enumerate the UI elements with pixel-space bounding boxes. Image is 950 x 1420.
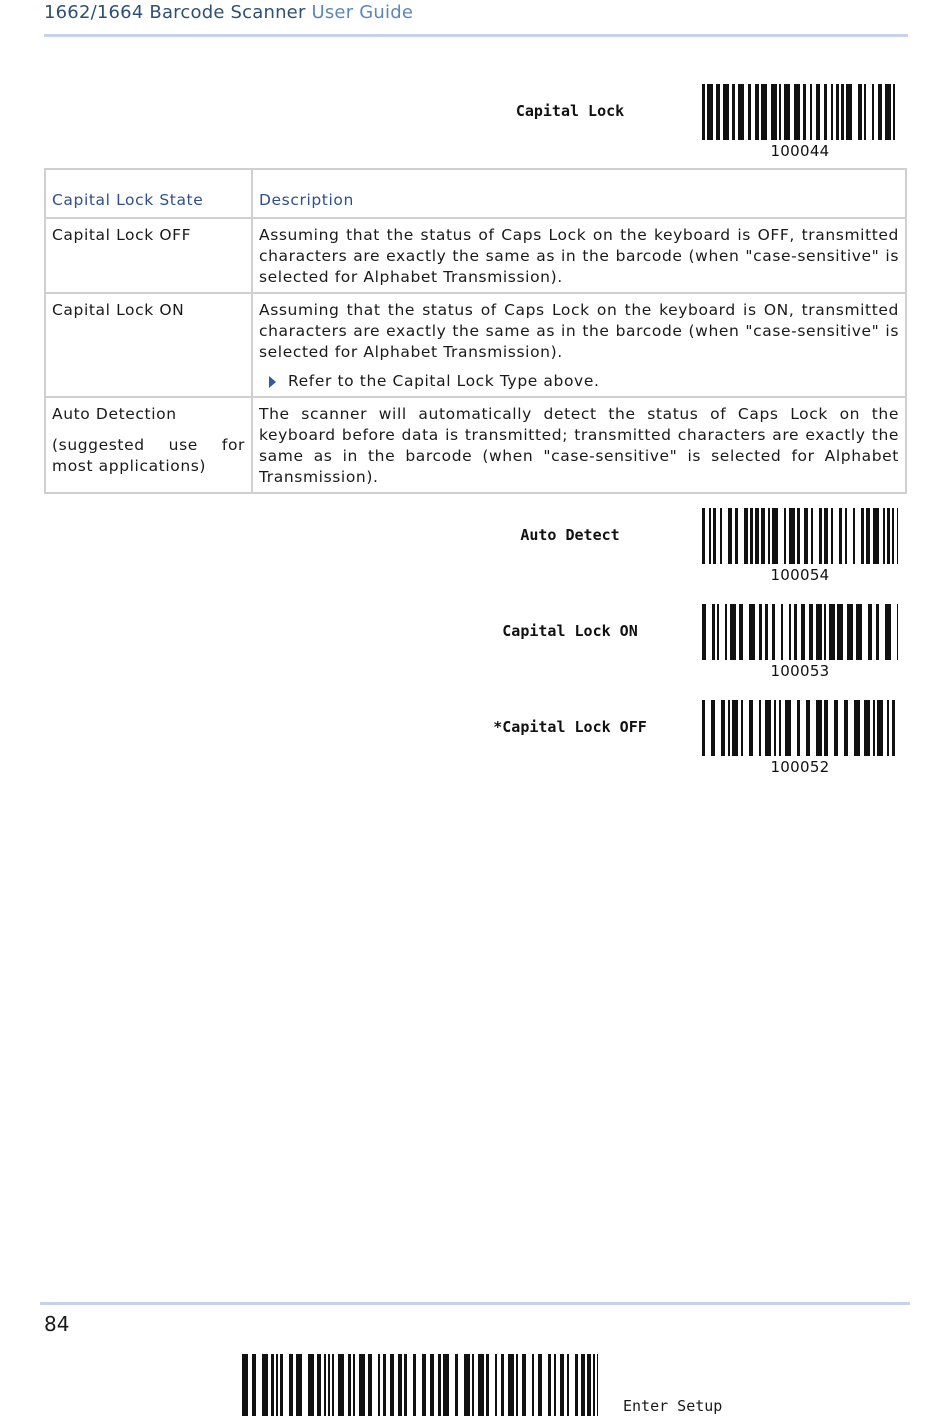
- description-cell: [252, 218, 906, 293]
- barcode-bar: [809, 604, 813, 660]
- barcode-bar: [398, 1354, 402, 1416]
- barcode-bar: [567, 1354, 569, 1416]
- barcode-bar: [797, 508, 800, 564]
- barcode-bar: [548, 1354, 551, 1416]
- header-subtitle: User Guide: [311, 2, 414, 23]
- barcode-bar: [847, 604, 853, 660]
- barcode-bar: [836, 84, 839, 140]
- barcode-bar: [829, 604, 835, 660]
- barcode-bar: [868, 604, 872, 660]
- barcode-bar: [430, 1354, 434, 1416]
- barcode-bar: [738, 84, 744, 140]
- page-number: 84: [44, 1312, 70, 1336]
- barcode-bar: [711, 700, 715, 756]
- barcode-bar: [846, 84, 852, 140]
- barcode-bar: [831, 84, 833, 140]
- barcode-bar: [404, 1354, 407, 1416]
- barcode-bar: [324, 1354, 326, 1416]
- barcode-bar: [317, 1354, 321, 1416]
- barcode-bar: [845, 508, 847, 564]
- barcode-bar: [883, 508, 885, 564]
- barcode-bar: [878, 84, 882, 140]
- table-row: [45, 218, 906, 293]
- barcode-bar: [824, 84, 827, 140]
- barcode-bar: [876, 604, 879, 660]
- barcode-bar: [897, 604, 898, 660]
- barcode-bar: [816, 84, 820, 140]
- barcode-bar: [853, 508, 855, 564]
- barcode-bar: [873, 700, 875, 756]
- barcode-bar: [516, 1354, 518, 1416]
- barcode-bar: [368, 1354, 372, 1416]
- barcode-bar: [532, 1354, 534, 1416]
- barcode-bar: [858, 84, 862, 140]
- barcode-bar: [242, 1354, 248, 1416]
- barcode-bar: [761, 508, 765, 564]
- description-text: Assuming that the status of Caps Lock on the keyboard is OFF, transmitted characters are exactly the same as in the barcode (when "case-sensitive" is selected for Alphabet Transmission).: [259, 226, 899, 286]
- barcode-bar: [748, 84, 751, 140]
- barcode-bar: [856, 604, 862, 660]
- barcode-bar: [716, 84, 720, 140]
- barcode-bar: [709, 508, 711, 564]
- barcode-bar: [538, 1354, 542, 1416]
- barcode-bar: [749, 604, 755, 660]
- barcode-bar: [804, 508, 808, 564]
- barcode-bar: [789, 604, 791, 660]
- barcode-bar: [276, 1354, 278, 1416]
- barcode-bar: [702, 700, 705, 756]
- barcode-bar: [892, 508, 894, 564]
- barcode-bar: [797, 700, 800, 756]
- state-cell: [45, 293, 252, 397]
- barcode-bar: [486, 1354, 489, 1416]
- barcode-bar: [841, 84, 844, 140]
- barcode-bar: [844, 700, 848, 756]
- barcode-bar: [593, 1354, 595, 1416]
- barcode-bar: [801, 604, 805, 660]
- barcode-bar: [464, 1354, 470, 1416]
- barcode-bar: [720, 508, 722, 564]
- barcode-bar: [332, 1354, 334, 1416]
- barcode-bar: [779, 84, 781, 140]
- barcode-bar: [761, 84, 767, 140]
- barcode-bar: [873, 508, 879, 564]
- barcode-bar: [765, 604, 768, 660]
- capital-lock-on-code: 100053: [770, 662, 830, 680]
- table-row: [45, 293, 906, 397]
- barcode-bar: [262, 1354, 268, 1416]
- barcode-bar: [872, 84, 874, 140]
- barcode-bar: [383, 1354, 386, 1416]
- header-title: 1662/1664 Barcode Scanner: [44, 2, 306, 23]
- barcode-bar: [806, 700, 810, 756]
- capital-lock-off-barcode: [702, 700, 898, 776]
- description-cell: [252, 293, 906, 397]
- barcode-bar: [885, 604, 891, 660]
- barcode-icon: [702, 700, 898, 756]
- barcode-bar: [861, 508, 864, 564]
- barcode-bar: [887, 700, 889, 756]
- barcode-bar: [422, 1354, 426, 1416]
- barcode-bar: [877, 700, 883, 756]
- barcode-bar: [831, 508, 833, 564]
- barcode-bar: [308, 1354, 314, 1416]
- page-header: [44, 2, 413, 23]
- barcode-bar: [581, 1354, 585, 1416]
- capital-lock-off-label: *Capital Lock OFF: [493, 718, 647, 736]
- barcode-bar: [702, 604, 706, 660]
- barcode-bar: [296, 1354, 302, 1416]
- barcode-bar: [893, 84, 895, 140]
- barcode-bar: [728, 508, 732, 564]
- barcode-bar: [713, 508, 716, 564]
- barcode-bar: [702, 508, 705, 564]
- note-line: [259, 371, 899, 392]
- barcode-bar: [501, 1354, 504, 1416]
- capital-lock-on-label: Capital Lock ON: [502, 622, 638, 640]
- barcode-bar: [597, 1354, 598, 1416]
- barcode-bar: [390, 1354, 394, 1416]
- state-cell: [45, 218, 252, 293]
- state-label: Auto Detection: [52, 405, 177, 423]
- barcode-bar: [723, 84, 729, 140]
- barcode-bar: [359, 1354, 365, 1416]
- barcode-bar: [378, 1354, 380, 1416]
- barcode-bar: [271, 1354, 274, 1416]
- barcode-bar: [759, 700, 761, 756]
- barcode-bar: [495, 1354, 497, 1416]
- barcode-bar: [785, 700, 791, 756]
- barcode-bar: [478, 1354, 484, 1416]
- barcode-bar: [575, 1354, 578, 1416]
- barcode-bar: [810, 84, 812, 140]
- barcode-bar: [455, 1354, 458, 1416]
- barcode-bar: [784, 508, 786, 564]
- table-row: [45, 397, 906, 493]
- auto-detect-label: Auto Detect: [520, 526, 620, 544]
- barcode-icon: [702, 508, 898, 564]
- barcode-bar: [789, 508, 795, 564]
- barcode-bar: [755, 508, 759, 564]
- auto-detect-code: 100054: [770, 566, 830, 584]
- barcode-bar: [744, 508, 748, 564]
- barcode-bar: [779, 700, 781, 756]
- barcode-bar: [741, 700, 743, 756]
- barcode-bar: [739, 604, 743, 660]
- barcode-bar: [732, 700, 738, 756]
- barcode-icon: [702, 604, 898, 660]
- barcode-bar: [289, 1354, 293, 1416]
- barcode-bar: [772, 604, 775, 660]
- barcode-bar: [824, 604, 826, 660]
- barcode-bar: [811, 508, 813, 564]
- capital-lock-code: 100044: [770, 142, 830, 160]
- table-header-row: [45, 169, 906, 218]
- barcode-bar: [781, 604, 783, 660]
- barcode-bar: [816, 604, 822, 660]
- barcode-bar: [819, 508, 822, 564]
- enter-setup-barcode: [242, 1354, 598, 1420]
- barcode-bar: [768, 508, 770, 564]
- barcode-bar: [784, 84, 790, 140]
- barcode-bar: [348, 1354, 351, 1416]
- barcode-bar: [712, 604, 715, 660]
- column-header-state: Capital Lock State: [45, 169, 252, 218]
- barcode-bar: [765, 700, 771, 756]
- barcode-bar: [816, 700, 822, 756]
- barcode-bar: [702, 84, 705, 140]
- barcode-bar: [749, 700, 753, 756]
- barcode-bar: [732, 84, 735, 140]
- barcode-bar: [803, 84, 806, 140]
- barcode-bar: [824, 700, 828, 756]
- barcode-bar: [280, 1354, 283, 1416]
- capital-lock-on-barcode: [702, 604, 898, 680]
- barcode-bar: [522, 1354, 526, 1416]
- barcode-bar: [771, 84, 777, 140]
- barcode-bar: [554, 1354, 556, 1416]
- barcode-bar: [892, 700, 895, 756]
- barcode-bar: [328, 1354, 330, 1416]
- column-header-description: Description: [252, 169, 906, 218]
- description-cell: [252, 397, 906, 493]
- barcode-bar: [839, 508, 842, 564]
- barcode-bar: [353, 1354, 355, 1416]
- barcode-bar: [438, 1354, 441, 1416]
- barcode-bar: [750, 508, 753, 564]
- state-cell: [45, 397, 252, 493]
- barcode-bar: [443, 1354, 449, 1416]
- state-label: Capital Lock OFF: [52, 226, 192, 244]
- barcode-icon: [702, 84, 898, 140]
- barcode-bar: [587, 1354, 591, 1416]
- capital-lock-table: [44, 168, 907, 494]
- barcode-bar: [472, 1354, 474, 1416]
- barcode-bar: [864, 700, 870, 756]
- capital-lock-barcode: [702, 84, 898, 160]
- barcode-bar: [864, 84, 866, 140]
- enter-setup-label: Enter Setup: [623, 1397, 723, 1415]
- barcode-bar: [730, 604, 736, 660]
- state-label: Capital Lock ON: [52, 301, 185, 319]
- barcode-bar: [560, 1354, 564, 1416]
- barcode-bar: [774, 700, 776, 756]
- barcode-bar: [885, 84, 891, 140]
- barcode-bar: [721, 700, 725, 756]
- barcode-bar: [508, 1354, 514, 1416]
- auto-detect-barcode: [702, 508, 898, 584]
- barcode-bar: [755, 84, 759, 140]
- barcode-bar: [834, 700, 838, 756]
- barcode-bar: [866, 508, 870, 564]
- barcode-bar: [759, 604, 762, 660]
- note-text: Refer to the Capital Lock Type above.: [288, 372, 600, 390]
- barcode-icon: [242, 1354, 598, 1416]
- footer-divider: [40, 1302, 910, 1305]
- state-note: (suggested use for most applications): [52, 436, 245, 475]
- capital-lock-off-code: 100052: [770, 758, 830, 776]
- barcode-bar: [824, 508, 828, 564]
- barcode-bar: [338, 1354, 344, 1416]
- barcode-bar: [854, 700, 860, 756]
- barcode-bar: [837, 604, 843, 660]
- barcode-bar: [413, 1354, 416, 1416]
- barcode-bar: [735, 508, 738, 564]
- barcode-bar: [725, 604, 727, 660]
- capital-lock-label: Capital Lock: [515, 102, 625, 120]
- barcode-bar: [772, 508, 778, 564]
- barcode-bar: [252, 1354, 256, 1416]
- barcode-bar: [887, 508, 890, 564]
- triangle-right-icon: [269, 376, 276, 388]
- header-divider: [44, 34, 908, 37]
- description-text: Assuming that the status of Caps Lock on the keyboard is ON, transmitted characters are exactly the same as in the barcode (when "case-sensitive" is selected for Alphabet Transmission).: [259, 301, 899, 361]
- barcode-bar: [794, 84, 800, 140]
- barcode-bar: [717, 604, 719, 660]
- barcode-bar: [728, 700, 730, 756]
- barcode-bar: [707, 84, 713, 140]
- barcode-bar: [794, 604, 797, 660]
- barcode-bar: [897, 508, 898, 564]
- description-text: The scanner will automatically detect the status of Caps Lock on the keyboard before data is transmitted; transmitted characters are exactly the same as in the barcode (when "case-sensitive" is selected for Alphabet Transmission).: [259, 405, 899, 486]
